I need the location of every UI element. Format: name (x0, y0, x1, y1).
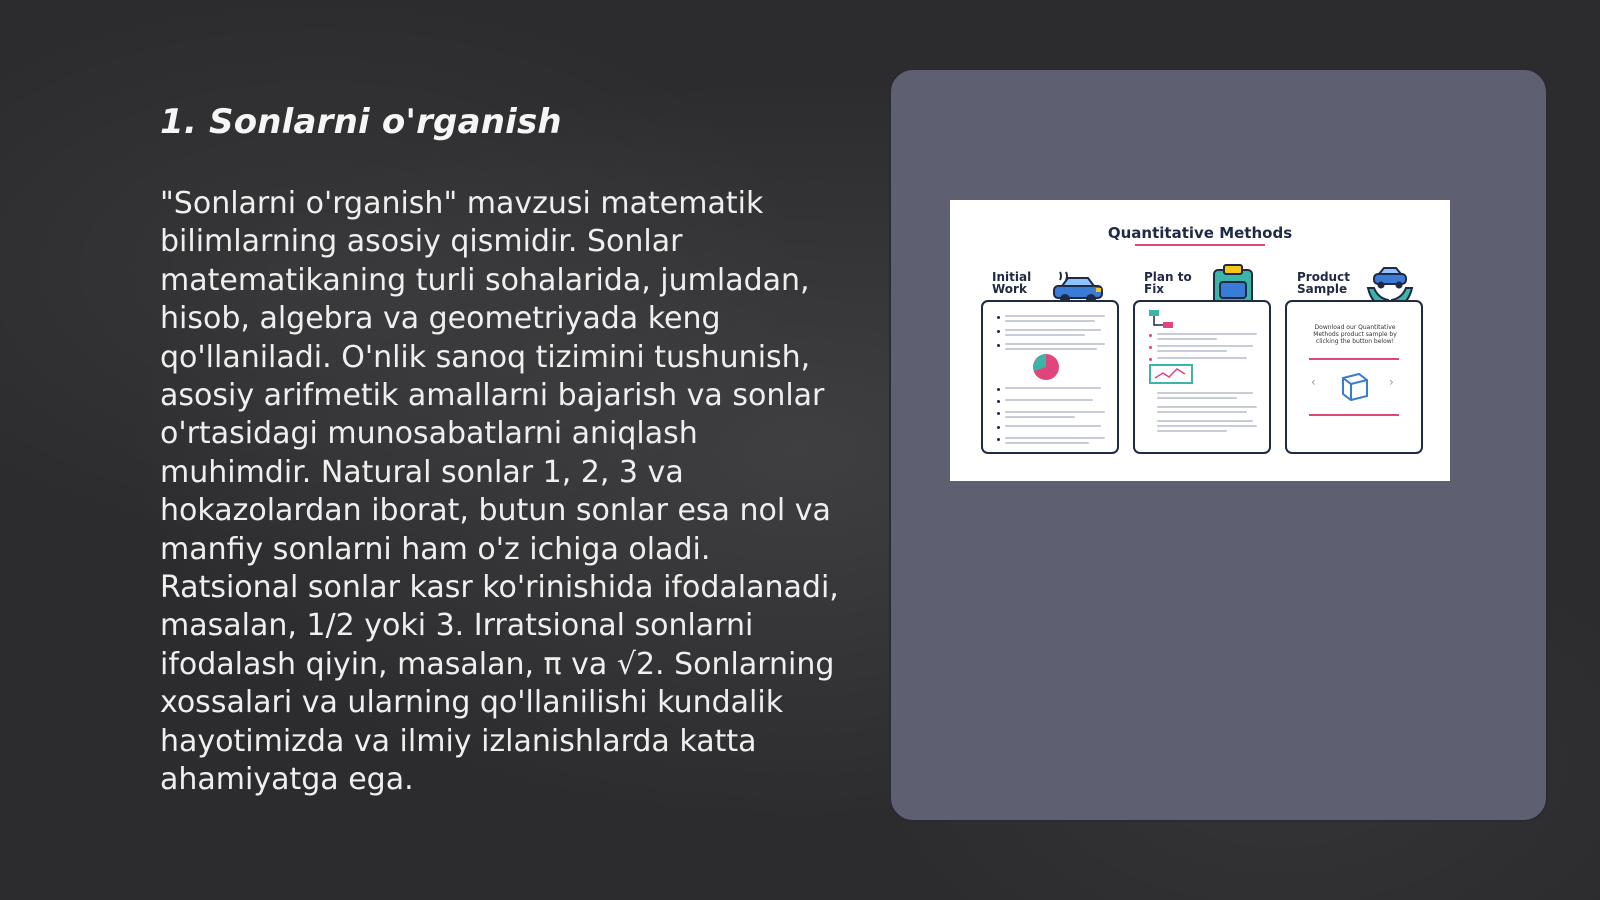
quantitative-methods-figure (950, 200, 1450, 481)
product-sample-text: Download our Quantitative Methods product sample by clicking the button below! (1313, 324, 1397, 345)
card-label-initial-work: Initial Work (992, 270, 1032, 296)
chevron-left-icon: ‹ (1311, 375, 1316, 389)
figure-title: Quantitative Methods (1107, 224, 1293, 242)
cube-icon (1337, 368, 1373, 404)
card-product-sample (1285, 300, 1423, 454)
line-chart-icon (1149, 364, 1193, 384)
pie-chart-icon (1031, 352, 1061, 382)
slide-title: 1. Sonlarni o'rganish (160, 102, 562, 142)
card-label-product-sample: Product Sample (1297, 270, 1350, 296)
card-label-plan-to-fix: Plan to Fix (1144, 270, 1192, 296)
flow-diagram-icon (1147, 308, 1177, 330)
pink-rule-top (1309, 358, 1399, 360)
figure-title-underline (1135, 244, 1265, 246)
chevron-right-icon: › (1389, 375, 1394, 389)
card-initial-work (981, 300, 1119, 454)
card-plan-to-fix (1133, 300, 1271, 454)
pink-rule-bottom (1309, 414, 1399, 416)
slide-body-text: "Sonlarni o'rganish" mavzusi matematik bilimlarning asosiy qismidir. Sonlar matematikaning turli sohalarida, jumladan, hisob, algebra va geometriyada keng qo'llaniladi. O'nlik sanoq tizimini tushunish, asosiy arifmetik amallarni bajarish va sonlar o'rtasidagi munosabatlarni aniqlash muhimdir. Natural sonlar 1, 2, 3 va hokazolardan iborat, butun sonlar esa nol va manfiy sonlarni ham o'z ichiga oladi. Ratsional sonlar kasr ko'rinishida ifodalanadi, masalan, 1/2 yoki 3. Irratsional sonlarni ifodalash qiyin, masalan, π va √2. Sonlarning xossalari va ularning qo'llanilishi kundalik hayotimizda va ilmiy izlanishlarda katta ahamiyatga ega. (160, 186, 839, 798)
